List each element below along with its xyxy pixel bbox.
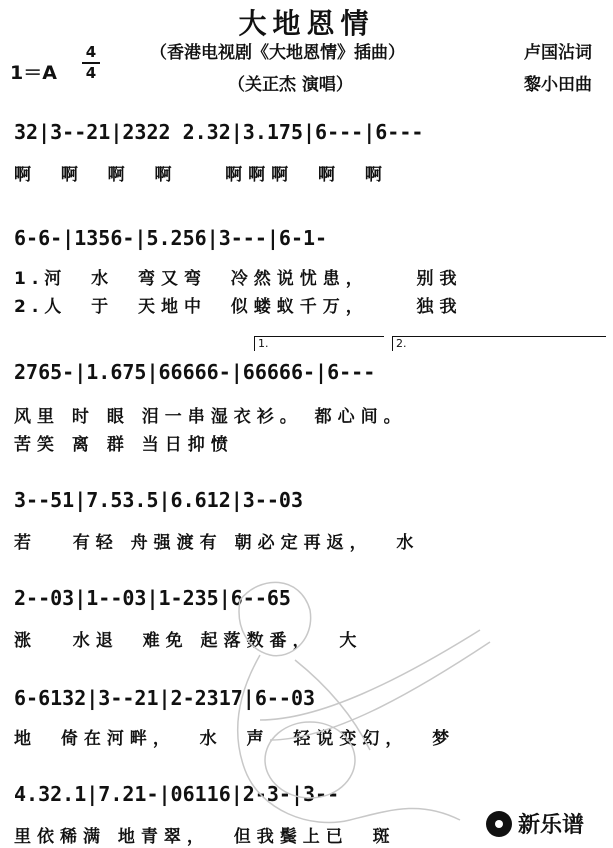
lyrics-row-2-verse-2: 2.人 于 天地中 似蝼蚁千万， 独我 xyxy=(14,297,463,317)
notes-row-3: 2765-|1.675|66666-|66666-|6--- xyxy=(14,360,376,384)
record-disc-icon xyxy=(486,811,512,837)
staff-row-3 xyxy=(0,358,613,398)
notes-row-2: 6-6-|1356-|5.256|3---|6-1- xyxy=(14,226,328,250)
song-title: 大地恩情 xyxy=(238,7,375,40)
subtitle: （香港电视剧《大地恩情》插曲） xyxy=(150,43,405,63)
staff-row-2 xyxy=(0,224,613,264)
notes-row-4: 3--51|7.53.5|6.612|3--03 xyxy=(14,488,303,512)
time-numerator: 4 xyxy=(85,43,97,61)
lyrics-row-3-verse-2: 苦笑 离 群 当日抑愤 xyxy=(14,435,234,455)
singer-credit: （关正杰 演唱） xyxy=(228,75,353,95)
lyrics-row-5: 涨 水退 难免 起落数番， 大 xyxy=(14,631,363,651)
notes-row-1: 32|3--21|2322 2.32|3.175|6---|6--- xyxy=(14,120,424,144)
volta-second: 2. xyxy=(392,336,606,351)
composer-credit: 黎小田曲 xyxy=(524,75,592,95)
staff-row-4 xyxy=(0,486,613,526)
guitarist-illustration xyxy=(200,570,500,840)
time-signature xyxy=(82,44,100,82)
volta-first: 1. xyxy=(254,336,384,351)
notes-row-6: 6-6132|3--21|2-2317|6--03 xyxy=(14,686,316,710)
notes-row-5: 2--03|1--03|1-235|6--65 xyxy=(14,586,291,610)
lyrics-row-1: 啊 啊 啊 啊 啊啊啊 啊 啊 xyxy=(14,165,388,185)
logo-text: 新乐谱 xyxy=(518,813,585,838)
key-signature: 1＝A xyxy=(10,62,57,84)
notes-row-7: 4.32.1|7.21-|06116|2-3-|3-- xyxy=(14,782,340,806)
lyrics-row-3-verse-1: 风里 时 眼 泪一串湿衣衫。 都心间。 xyxy=(14,407,407,427)
site-logo xyxy=(486,808,584,839)
lyrics-row-2-verse-1: 1.河 水 弯又弯 冷然说忧患， 别我 xyxy=(14,269,463,289)
lyricist-credit: 卢国沾词 xyxy=(524,43,592,63)
lyrics-row-4: 若 有轻 舟强渡有 朝必定再返， 水 xyxy=(14,533,420,553)
staff-row-1 xyxy=(0,118,613,158)
time-denominator: 4 xyxy=(85,64,97,82)
lyrics-row-7: 里依稀满 地青翠， 但我鬓上已 斑 xyxy=(14,827,396,847)
lyrics-row-6: 地 倚在河畔， 水 声 轻说变幻， 梦 xyxy=(14,729,456,749)
